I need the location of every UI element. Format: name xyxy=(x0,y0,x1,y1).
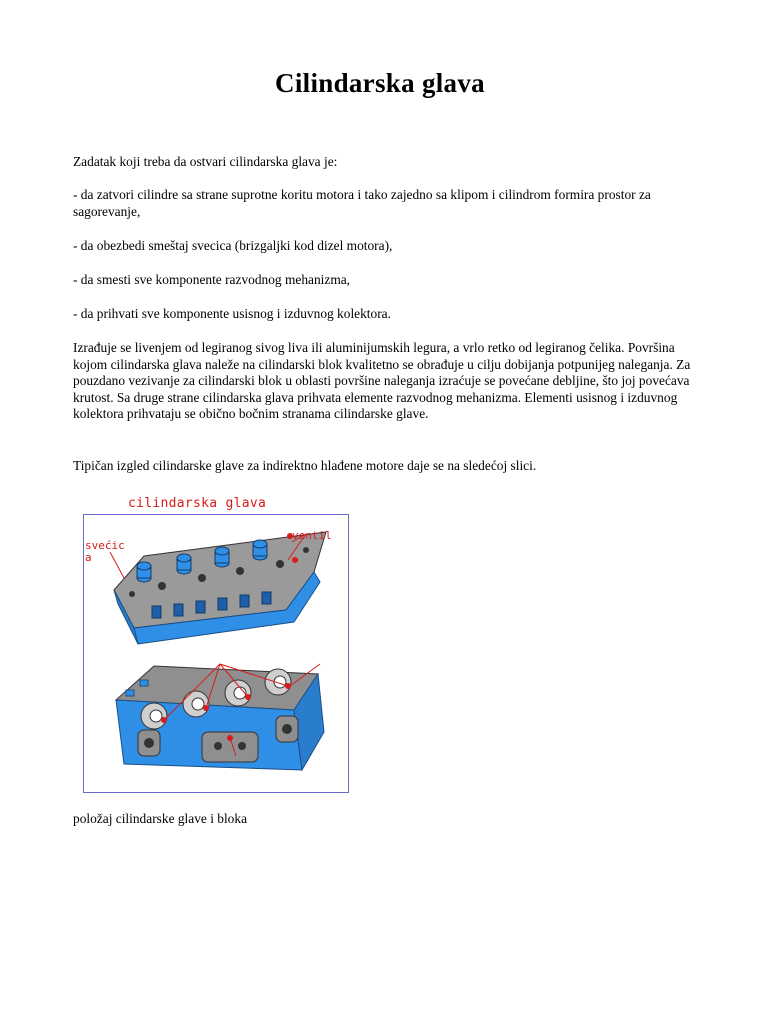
bullet-item: - da smesti sve komponente razvodnog mehanizma, xyxy=(73,272,351,287)
figure-title: cilindarska glava xyxy=(128,496,267,511)
bullet-item: - da zatvori cilindre sa strane suprotne koritu motora i tako zajedno sa klipom i cilindrom formira prostor za sagorevanje, xyxy=(73,187,651,219)
bullet-item: - da prihvati sve komponente usisnog i izduvnog kolektora. xyxy=(73,306,391,321)
valve-label: ventil xyxy=(292,529,332,542)
cylinder-head-top-view xyxy=(110,532,326,644)
body-paragraph: Izrađuje se livenjem od legiranog sivog liva ili aluminijumskih legura, a vrlo retko od legiranog čelika. Površina kojom cilindarska glava naleže na cilindarski blok kvalitetno se obrađuje u cilju dobijanja potpunijeg naleganja. Za pouzdano vezivanje za cilindarski blok u oblasti površine naleganja izraćuje se povećane debljine, što joj povećava krutost. Sa druge strane cilindarska glava prihvata elemente razvodnog mehanizma. Elementi usisnog i izduvnog kolektora prihvataju se obično bočnim stranama cilindarske glave. xyxy=(73,340,691,422)
spark-plug-label: svećic a xyxy=(85,539,125,564)
intro-text: Zadatak koji treba da ostvari cilindarska glava je: xyxy=(73,154,338,169)
figure-caption: položaj cilindarske glave i bloka xyxy=(73,811,248,826)
figure-intro-text: Tipičan izgled cilindarske glave za indirektno hlađene motore daje se na sledećoj slici. xyxy=(73,458,537,473)
cylinder-head-bottom-view xyxy=(116,664,324,770)
bullet-item: - da obezbedi smeštaj svecica (brizgaljki kod dizel motora), xyxy=(73,238,393,253)
page-title: Cilindarska glava xyxy=(275,68,485,98)
cylinder-head-figure xyxy=(80,494,352,798)
